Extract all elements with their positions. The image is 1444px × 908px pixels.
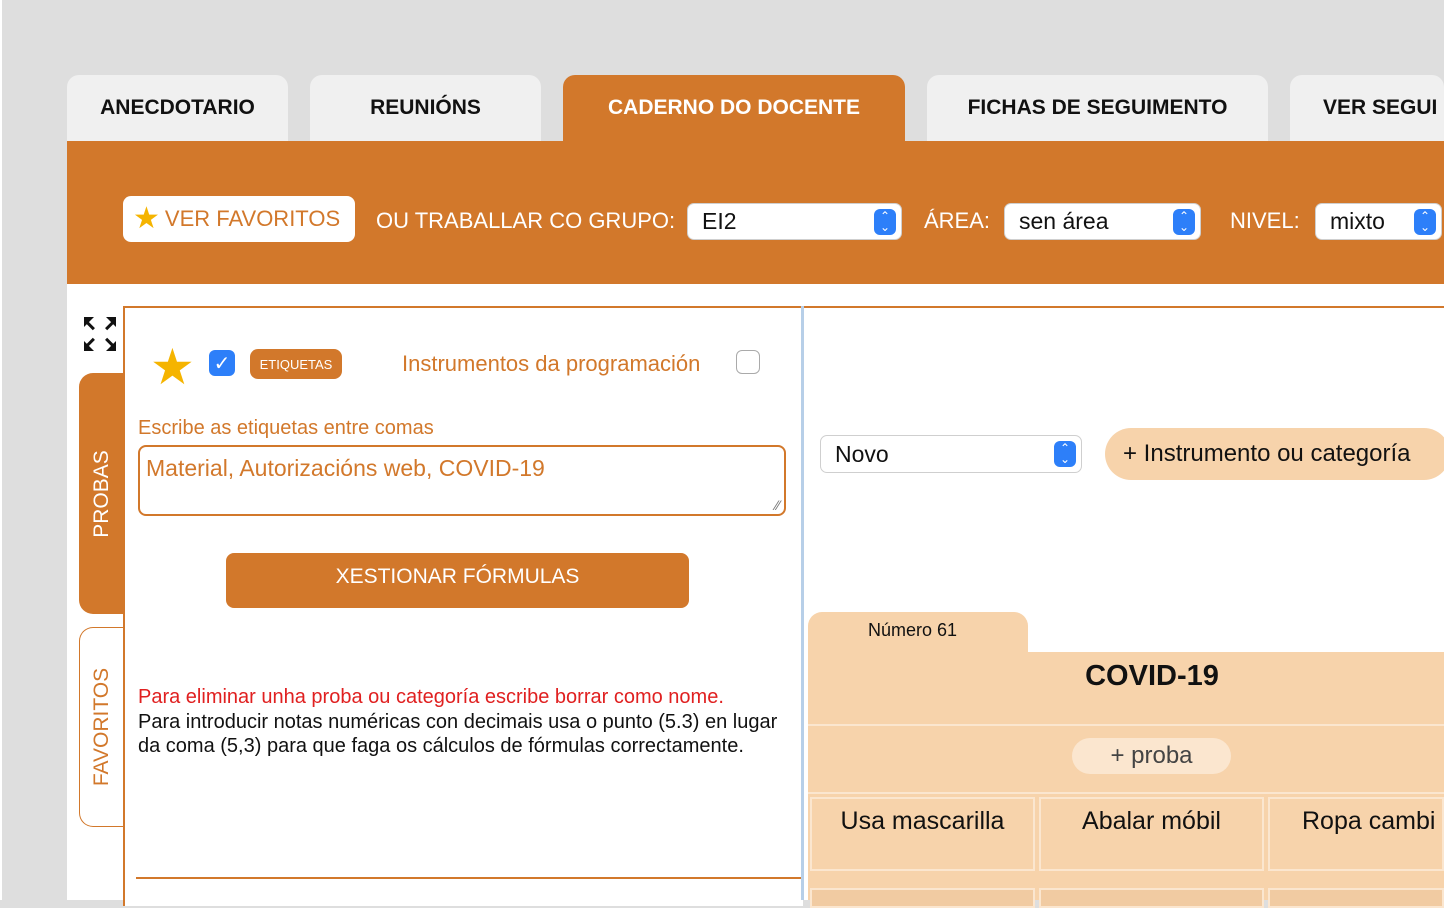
add-proba-button[interactable]: + proba — [1072, 738, 1231, 774]
select-arrows-icon: ⌃ ⌄ — [874, 209, 896, 235]
column-header[interactable]: Ropa cambi — [1268, 797, 1444, 871]
programacion-checkbox[interactable] — [736, 350, 760, 374]
star-icon: ★ — [133, 202, 160, 235]
side-tab-favoritos[interactable] — [79, 627, 125, 827]
level-select-value: mixto — [1330, 208, 1385, 234]
tags-textarea-value: Material, Autorizacións web, COVID-19 — [146, 455, 545, 481]
area-select[interactable] — [1004, 203, 1201, 240]
tab-reunions[interactable]: REUNIÓNS — [310, 75, 541, 141]
area-label: ÁREA: — [924, 208, 991, 233]
tab-caderno-do-docente[interactable]: CADERNO DO DOCENTE — [563, 75, 905, 141]
grade-cell[interactable] — [810, 888, 1035, 908]
level-select[interactable] — [1315, 203, 1442, 240]
add-instrument-button[interactable]: + Instrumento ou categoría — [1105, 428, 1444, 480]
right-panel-border — [804, 306, 1444, 308]
area-select-value: sen área — [1019, 208, 1109, 234]
side-tab-favoritos-label: FAVORITOS — [90, 667, 114, 787]
favorite-checkbox[interactable]: ✓ — [209, 350, 235, 376]
select-arrows-icon: ⌃ ⌄ — [1173, 209, 1195, 235]
resize-grip-icon[interactable]: ⁄⁄ — [775, 497, 780, 513]
expand-icon[interactable] — [84, 317, 116, 351]
panel-divider[interactable] — [801, 306, 804, 900]
column-header[interactable]: Abalar móbil — [1039, 797, 1264, 871]
card-title[interactable]: COVID-19 — [1085, 660, 1219, 692]
card-divider — [808, 792, 1444, 794]
tab-ver-seguimento[interactable]: VER SEGUI — [1290, 75, 1444, 141]
instrument-type-select[interactable] — [820, 435, 1082, 473]
select-arrows-icon: ⌃ ⌄ — [1054, 441, 1076, 467]
level-label: NIVEL: — [1230, 208, 1300, 233]
view-favorites-button[interactable] — [123, 196, 355, 242]
favorite-star-icon[interactable]: ★ — [150, 339, 195, 395]
card-divider — [808, 724, 1444, 726]
window-edge — [0, 0, 2, 900]
tab-fichas-de-seguimento[interactable]: FICHAS DE SEGUIMENTO — [927, 75, 1268, 141]
group-select-value: EI2 — [702, 208, 737, 234]
instrument-type-value: Novo — [835, 440, 889, 467]
group-select[interactable] — [687, 203, 902, 240]
card-number: Número 61 — [808, 612, 1028, 656]
grade-cell[interactable] — [1039, 888, 1264, 908]
decimals-note: Para introducir notas numéricas con decimais usa o punto (5.3) en lugar da coma (5,3) para que faga os cálculos de fórmulas correctamente. — [138, 711, 778, 757]
programacion-label: Instrumentos da programación — [402, 351, 701, 376]
grade-cell[interactable] — [1268, 888, 1444, 908]
divider — [136, 877, 801, 879]
tab-anecdotario[interactable]: ANECDOTARIO — [67, 75, 288, 141]
side-tab-probas[interactable] — [79, 373, 125, 614]
select-arrows-icon: ⌃ ⌄ — [1414, 209, 1436, 235]
column-header[interactable]: Usa mascarilla — [810, 797, 1035, 871]
view-favorites-label: VER FAVORITOS — [164, 206, 341, 231]
delete-note: Para eliminar unha proba ou categoría escribe borrar como nome. — [138, 686, 724, 708]
tags-label: Escribe as etiquetas entre comas — [138, 417, 434, 439]
tags-badge[interactable]: ETIQUETAS — [250, 349, 342, 379]
tags-textarea[interactable] — [138, 445, 786, 516]
manage-formulas-button[interactable]: XESTIONAR FÓRMULAS — [226, 553, 689, 608]
group-label: OU TRABALLAR CO GRUPO: — [376, 208, 676, 233]
side-tab-probas-label: PROBAS — [90, 449, 113, 538]
